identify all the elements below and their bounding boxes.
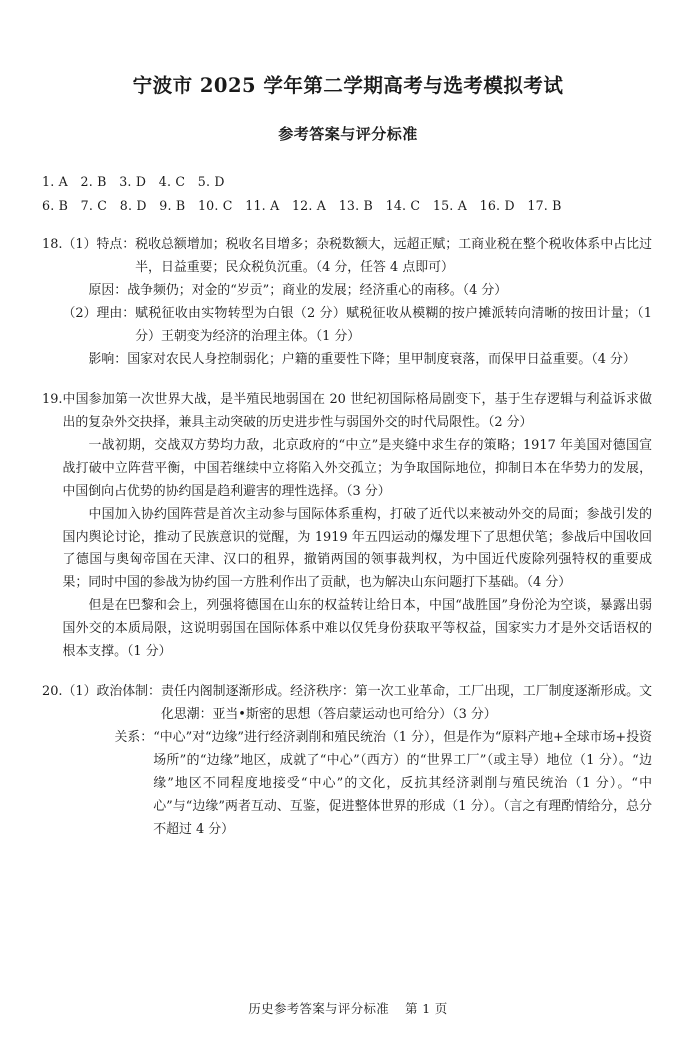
question-20-part1-text: 责任内阁制逐渐形成。经济秩序：第一次工业革命，工厂出现，工厂制度逐渐形成。文化思潮：亚当•斯密的思想（答启蒙运动也可给分）（3 分） [160,684,652,723]
question-19-paragraph-1: 中国参加第一次世界大战，是半殖民地弱国在 20 世纪初国际格局剧变下，基于生存逻辑与利益诉求做出的复杂外交抉择，兼具主动突破的历史进步性与弱国外交的时代局限性。（2 分） [62,391,652,430]
mc-answer-line-1: 1. A 2. B 3. D 4. C 5. D [42,174,225,190]
question-18-part2-label: （2）理由： [62,305,136,321]
question-19-paragraph-2: 一战初期，交战双方势均力敌，北京政府的“中立”是夹缝中求生存的策略；1917 年美国对德国宣战打破中立阵营平衡，中国若继续中立将陷入外交孤立；为争取国际地位，抑制日本在华势力的发展，中国倒向占优势的协约国是趋利避害的理性选择。（3 分） [62,437,652,499]
question-18-part2-text: 赋税征收由实物转型为白银（2 分）赋税征收从模糊的按户摊派转向清晰的按田计量；（1 分）王朝变为经济的治理主体。（1 分） [135,305,652,344]
question-19-paragraph-4: 但是在巴黎和会上，列强将德国在山东的权益转让给日本，中国“战胜国”身份沦为空谈，暴露出弱国外交的本质局限，这说明弱国在国际体系中难以仅凭身份获取平等权益，国家实力才是外交话语权的根本支撑。（1 分） [62,598,652,660]
question-18-block [42,234,652,372]
question-20-relation-label: 关系： [114,730,154,746]
document-body [0,170,696,842]
question-20-part1-label: （1）政治体制： [62,684,161,700]
question-18-reason-label: 原因： [88,282,128,298]
page-footer [0,999,696,1017]
question-20-number: 20. [42,684,63,700]
question-19-number: 19. [42,391,63,407]
footer-label: 历史参考答案与评分标准 [248,1001,390,1016]
question-19-block [42,389,652,665]
footer-page-number: 第 1 页 [405,1001,448,1016]
question-20-relation [63,727,652,842]
answer-sheet-page [0,72,696,1055]
question-18-part1-text: 税收总额增加；税收名目增多；杂税数额大，远超正赋；工商业税在整个税收体系中占比过半，日益重要；民众税负沉重。（4 分，任答 4 点即可） [135,236,652,275]
question-20-relation-text: “中心”对“边缘”进行经济剥削和殖民统治（1 分），但是作为“原料产地+全球市场+投资场所”的“边缘”地区，成就了“中心”（西方）的“世界工厂”（或主导）地位（1 分）。“边缘”地区不同程度地接受“中心”的文化，反抗其经济剥削与殖民统治（1 分）。“中心”与“边缘”两者互动、互鉴，促进整体世界的形成（1 分）。（言之有理酌情给分，总分不超过 4 分） [153,730,652,838]
question-18-impact [63,349,652,372]
multiple-choice-answers [42,170,652,217]
question-18-part1-label: （1）特点： [62,236,136,252]
question-18-impact-text: 国家对农民人身控制弱化；户籍的重要性下降；里甲制度衰落，而保甲日益重要。（4 分） [127,351,636,367]
question-20-block [42,681,652,842]
question-19-paragraph-3: 中国加入协约国阵营是首次主动参与国际体系重构，打破了近代以来被动外交的局面；参战引发的国内舆论讨论，推动了民族意识的觉醒，为 1919 年五四运动的爆发埋下了思想伏笔；参战后中国收回了德国与奥匈帝国在天津、汉口的租界，撤销两国的领事裁判权，为中国近代废除列强特权的重要成果；同时中国的参战为协约国一方胜利作出了贡献，也为解决山东问题打下基础。（4 分） [62,506,652,591]
question-18-part1 [63,234,652,280]
question-20-part1 [63,681,652,727]
question-18-impact-label: 影响： [88,351,128,367]
question-18-part2 [63,303,652,349]
mc-answer-line-2: 6. B 7. C 8. D 9. B 10. C 11. A 12. A 13. B 14. C 15. A 16. D 17. B [42,197,562,213]
question-18-reason [63,280,652,303]
page-title: 宁波市 2025 学年第二学期高考与选考模拟考试 [132,74,564,97]
page-subtitle: 参考答案与评分标准 [278,125,418,144]
question-18-number: 18. [42,236,63,252]
question-18-reason-text: 战争频仍；对金的“岁贡”；商业的发展；经济重心的南移。（4 分） [127,282,508,298]
